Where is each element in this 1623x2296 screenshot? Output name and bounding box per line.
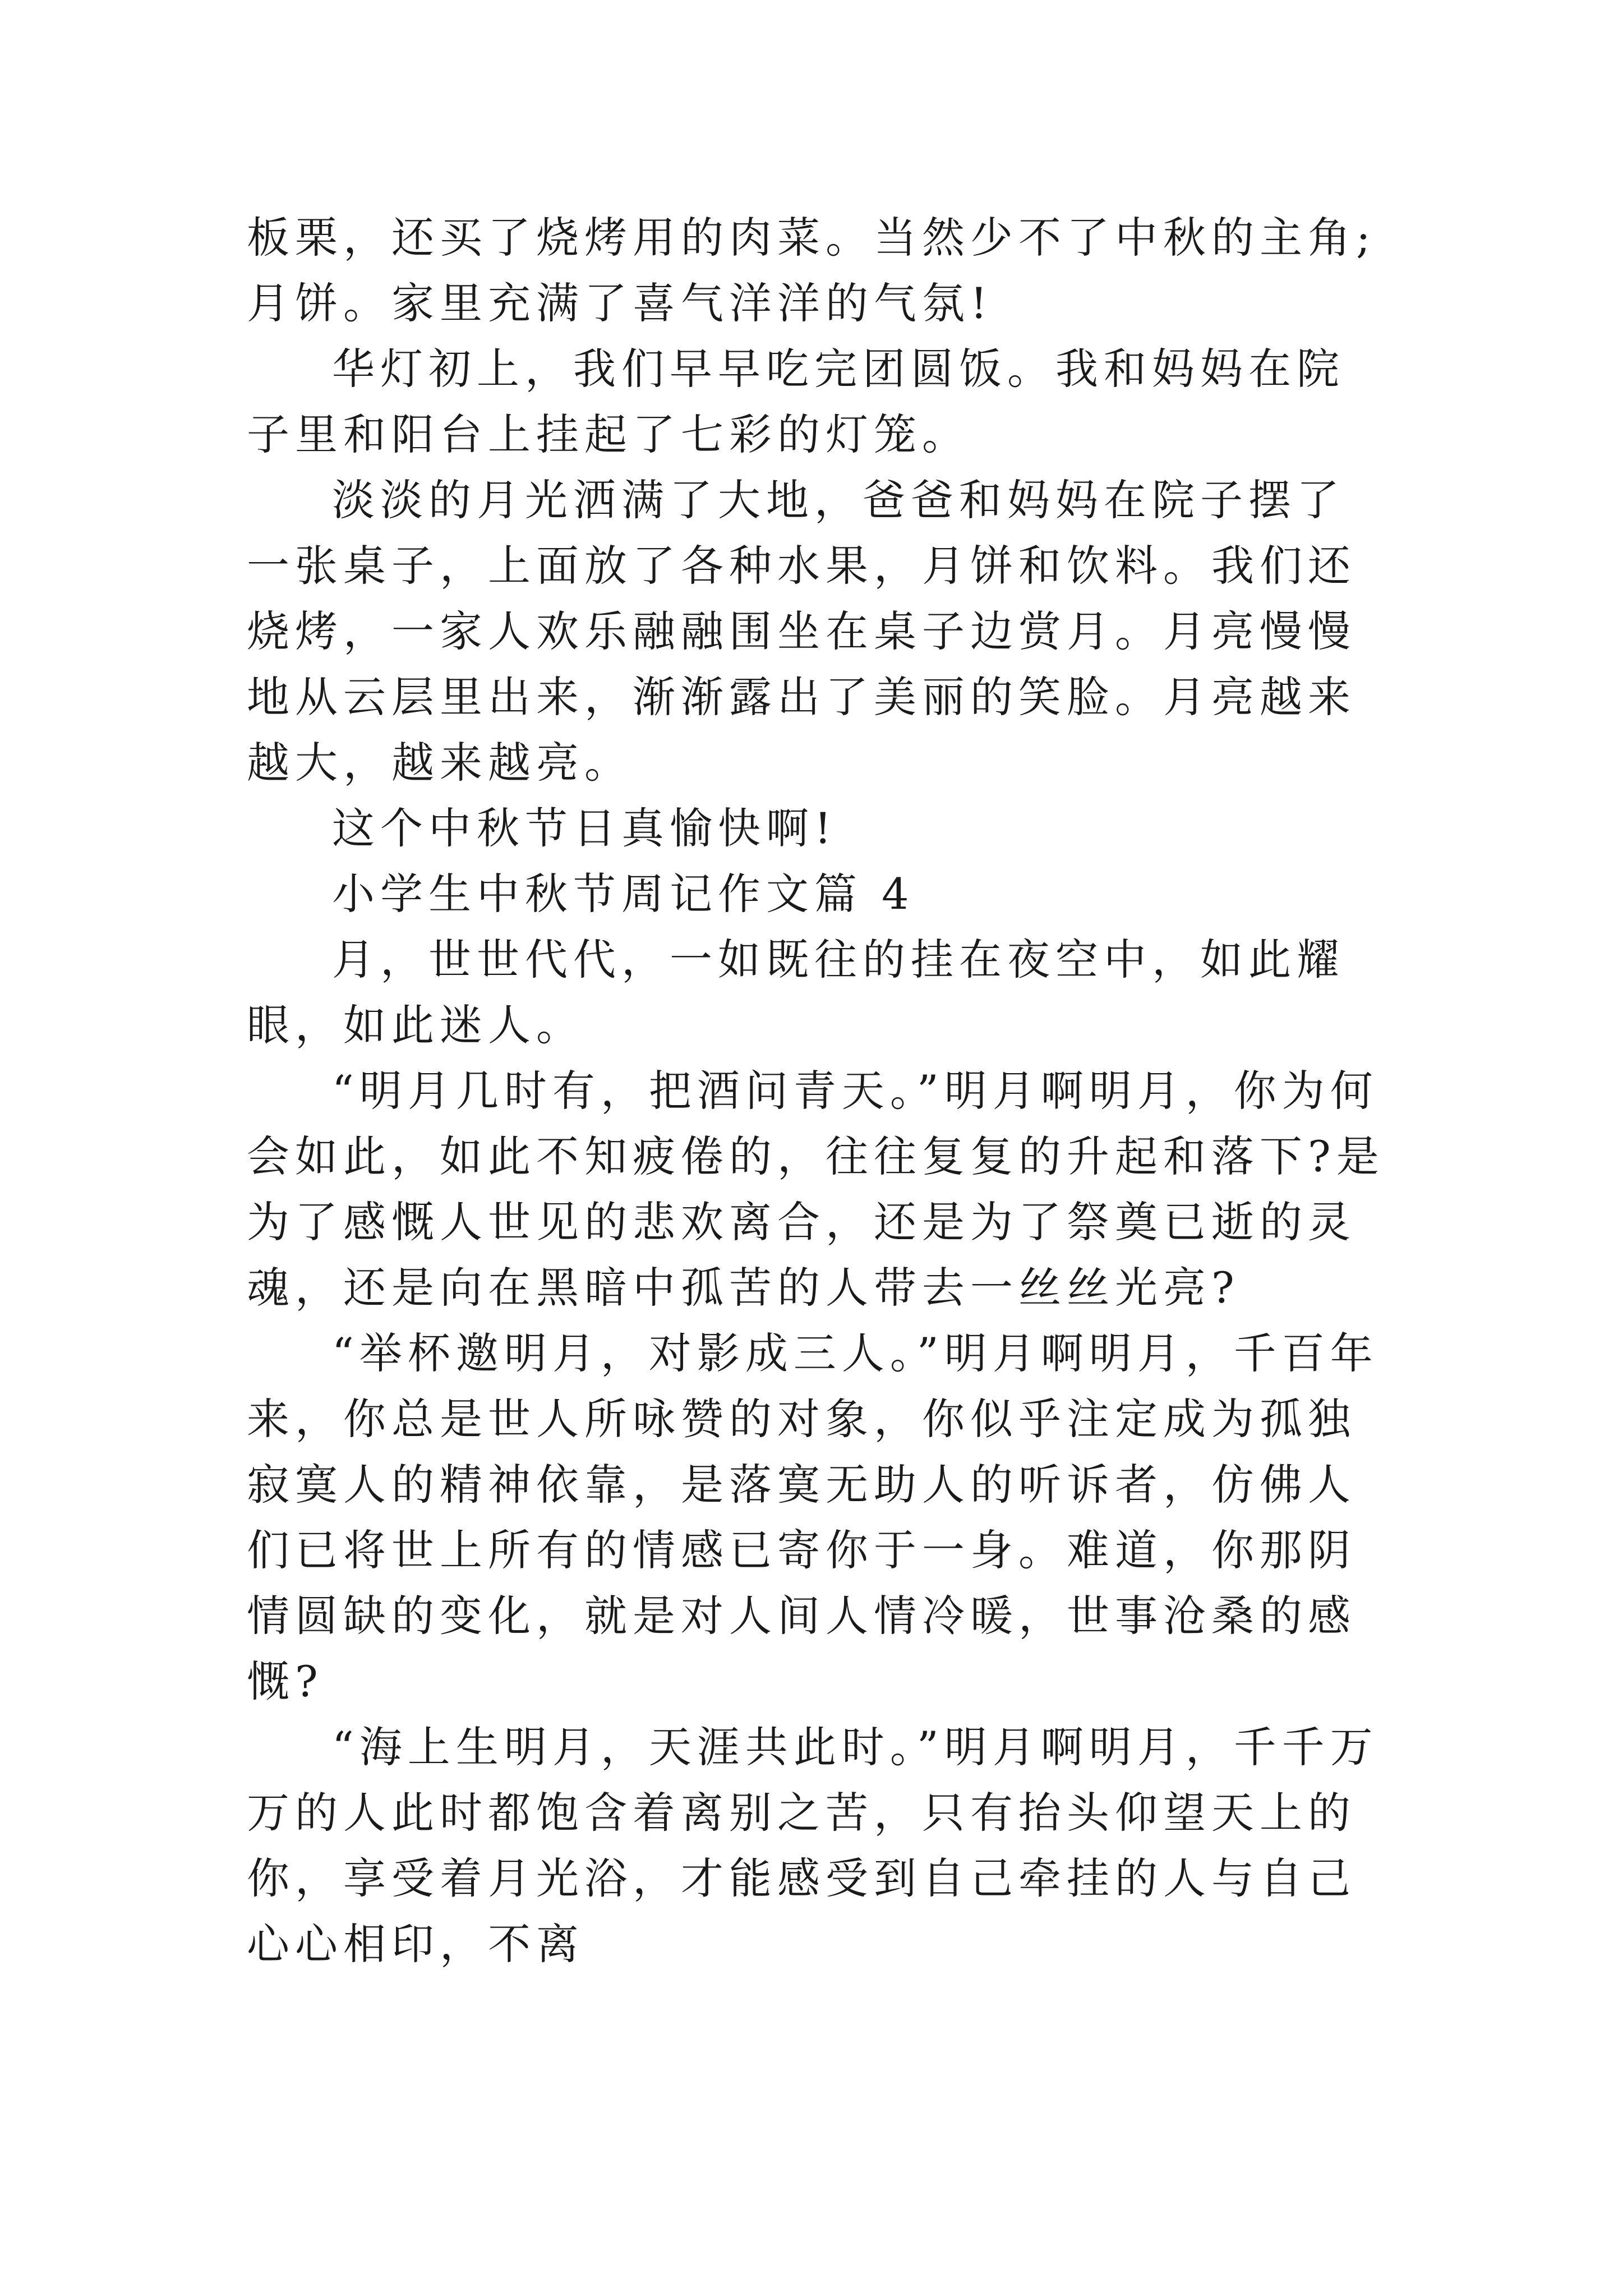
paragraph-7: “举杯邀明月，对影成三人。”明月啊明月，千百年来，你总是世人所咏赞的对象，你似乎注定成为孤独寂寞人的精神依靠，是落寞无助人的听诉者，仿佛人们已将世上所有的情感已寄你于一身。难道，你那阴情圆缺的变化，就是对人间人情冷暖，世事沧桑的感慨? bbox=[247, 1328, 1378, 1706]
paragraph-2: 华灯初上，我们早早吃完团圆饭。我和妈妈在院子里和阳台上挂起了七彩的灯笼。 bbox=[247, 344, 1345, 459]
body-text bbox=[247, 205, 1391, 1977]
paragraph-6: “明月几时有，把酒问青天。”明月啊明月，你为何会如此，如此不知疲倦的，往往复复的升起和落下?是为了感慨人世见的悲欢离合，还是为了祭奠已逝的灵魂，还是向在黑暗中孤苦的人带去一丝丝光亮? bbox=[247, 1066, 1385, 1313]
section-heading: 小学生中秋节周记作文篇 4 bbox=[332, 869, 915, 919]
paragraph-4: 这个中秋节日真愉快啊! bbox=[332, 803, 837, 853]
paragraph-8: “海上生明月，天涯共此时。”明月啊明月，千千万万的人此时都饱含着离别之苦，只有抬头仰望天上的你，享受着月光浴，才能感受到自己牵挂的人与自己心心相印，不离 bbox=[247, 1722, 1378, 1969]
paragraph-1: 板栗，还买了烧烤用的肉菜。当然少不了中秋的主角;月饼。家里充满了喜气洋洋的气氛! bbox=[247, 213, 1376, 328]
paragraph-3: 淡淡的月光洒满了大地，爸爸和妈妈在院子摆了一张桌子，上面放了各种水果，月饼和饮料。我们还烧烤，一家人欢乐融融围坐在桌子边赏月。月亮慢慢地从云层里出来，渐渐露出了美丽的笑脸。月亮越来越大，越来越亮。 bbox=[247, 475, 1356, 788]
paragraph-5: 月，世世代代，一如既往的挂在夜空中，如此耀眼，如此迷人。 bbox=[247, 935, 1345, 1050]
